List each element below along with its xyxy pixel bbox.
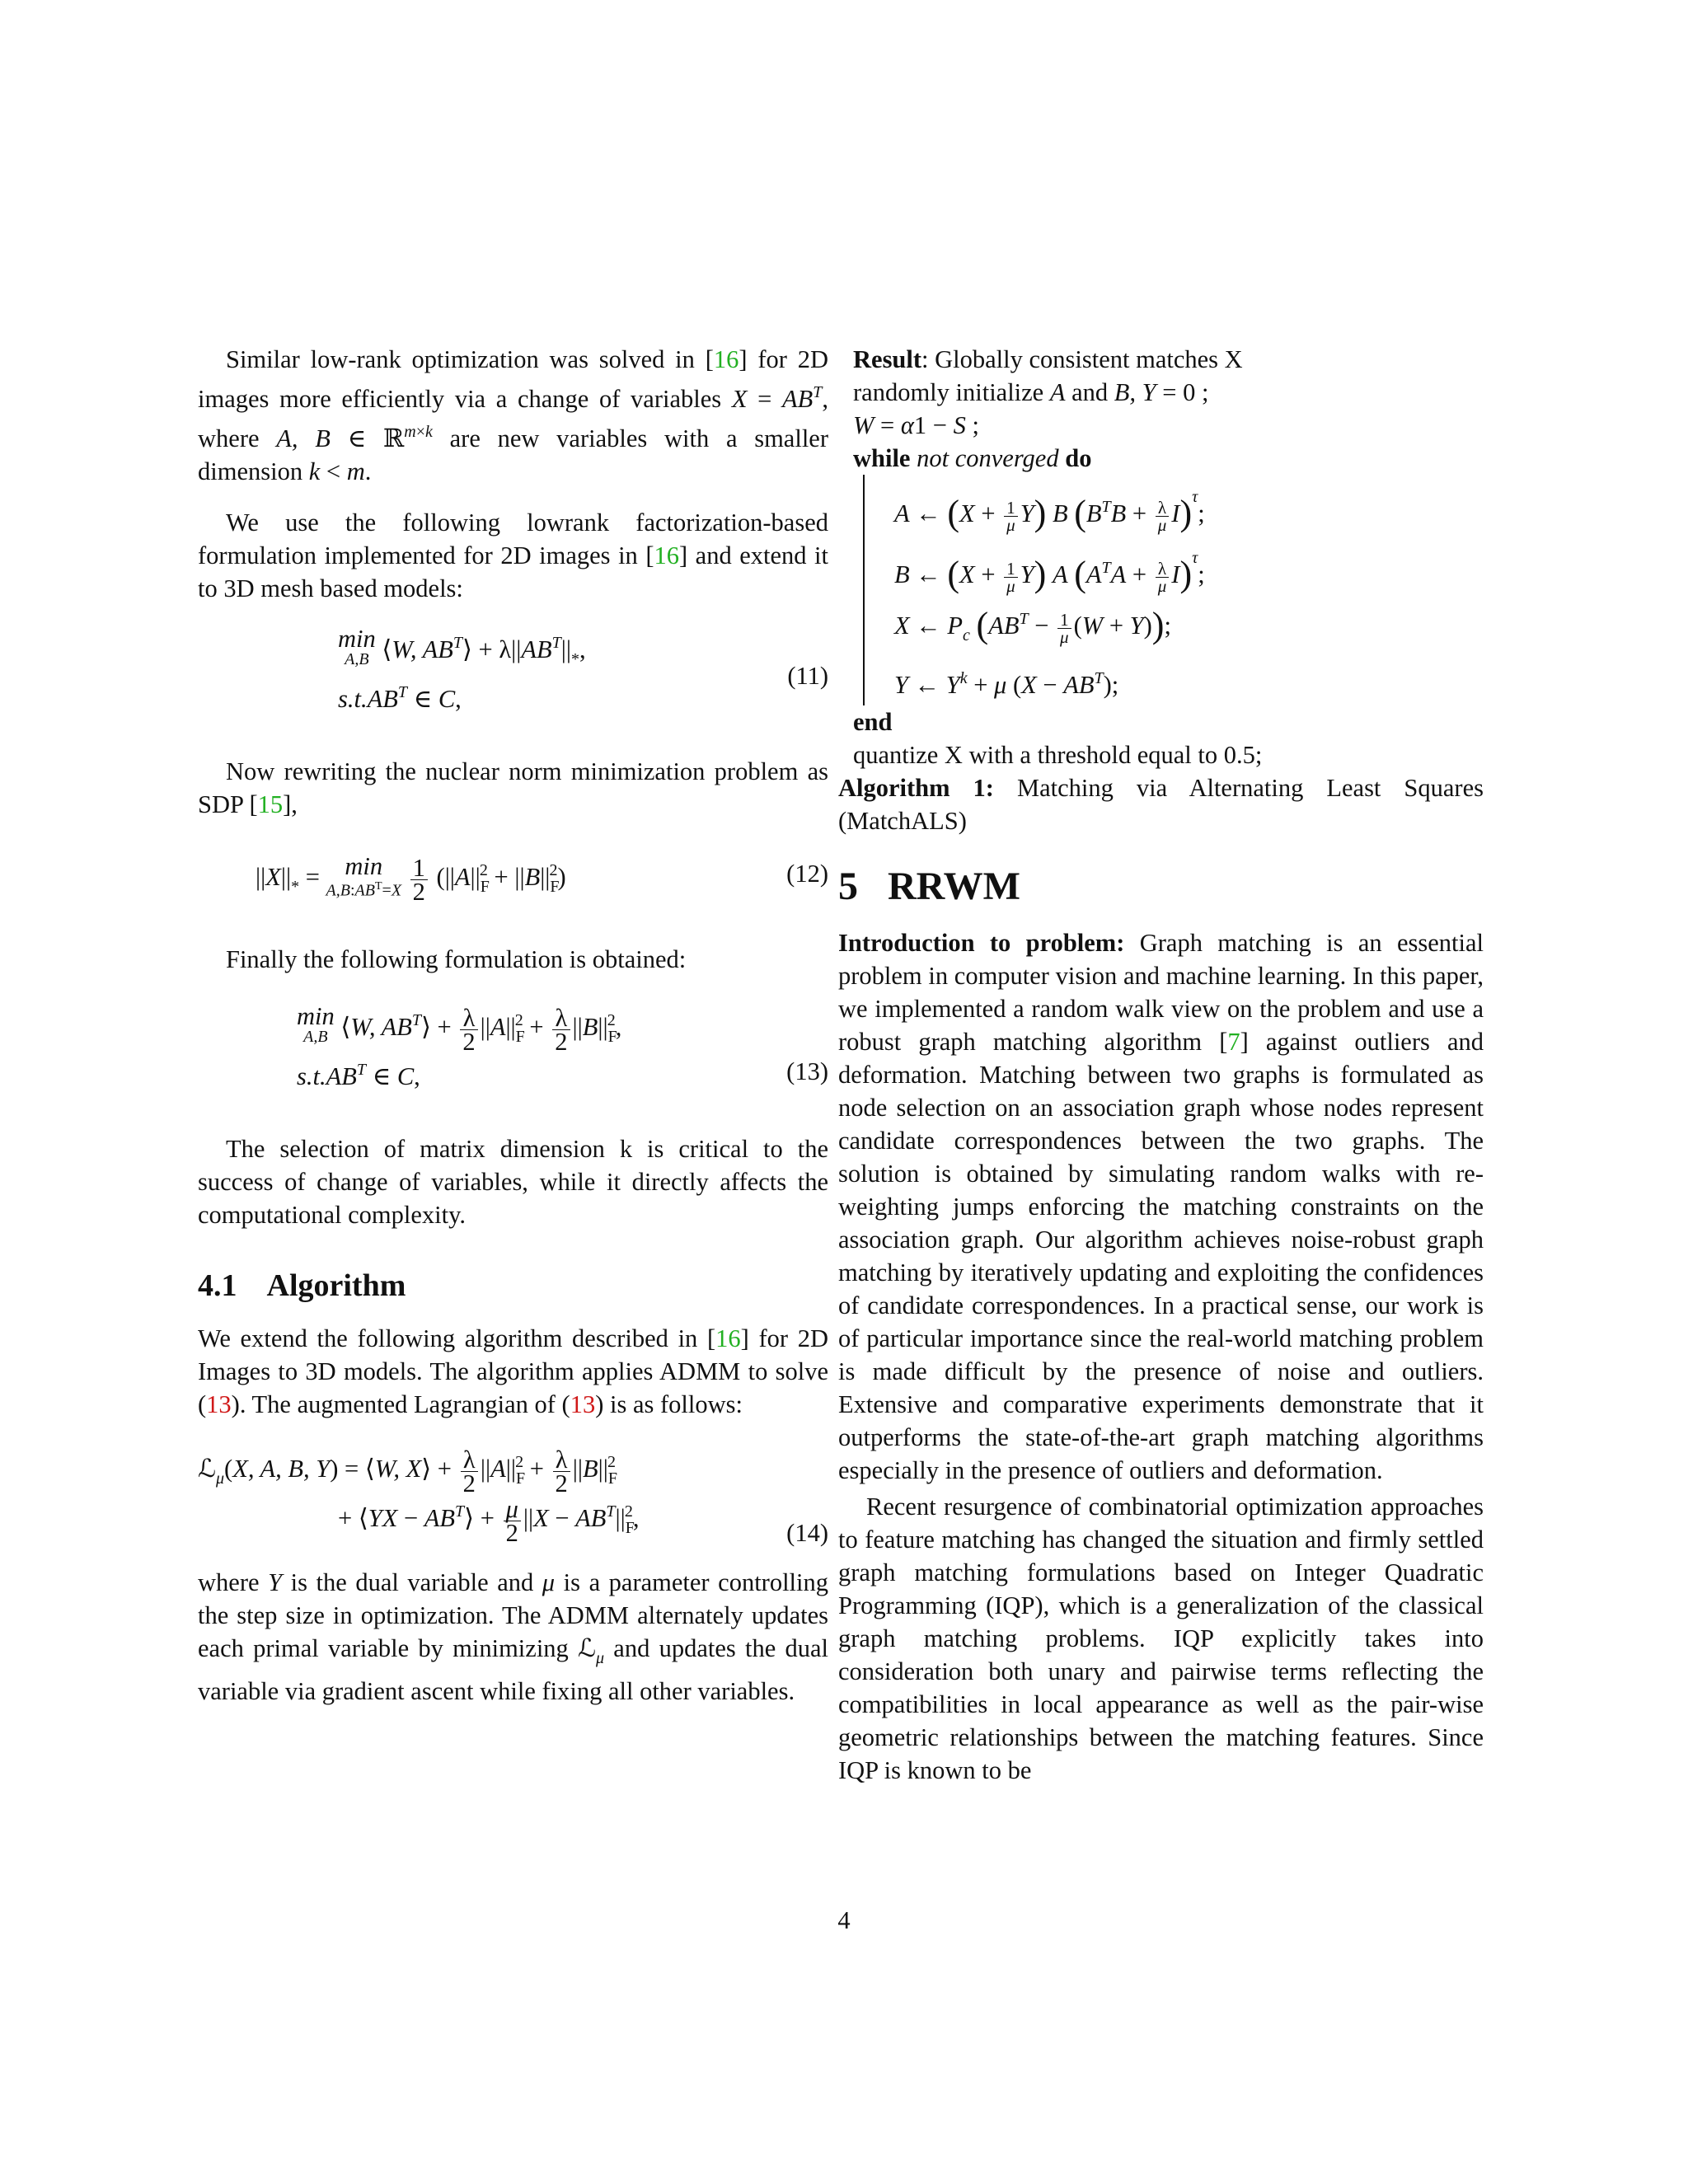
equation-number: (12)	[786, 860, 828, 888]
equation-13: min A,B ⟨W, $AB^T⟩$ + $\frac{\lambda}{2}$ $||A||_F^2$ + $\frac{\lambda}{2}$ $||B||_F^2$, $s.t.AB^T$ ∈ C, (13)	[297, 1002, 828, 1090]
paragraph-factorization: We use the following lowrank factorization-based formulation implemented for 2D images in [16] and extend it to 3D mesh based models:	[198, 509, 828, 602]
paragraph-nuclear-norm: Now rewriting the nuclear norm minimization problem as SDP [15],	[198, 757, 828, 818]
paragraph-rrwm-intro: Introduction to problem: Graph matching is an essential problem in computer vision and machine learning. In this paper, we implemented a random walk view on the problem and use a robust graph matching algorithm [7] against outliers and deformation. Matching between two graphs is formulated as node selection on an association graph whose nodes represent candidate correspondences between the two graphs. The solution is obtained by simulating random walks with re-weighting jumps enforcing the matching constraints on the association graph. Our algorithm achieves noise-robust graph matching by iteratively updating and exploiting the confidences of candidate correspondences. In a practical sense, our work is of particular importance since the real-world matching problem is made difficult by the presence of noise and outliers. Extensive and comparative experiments demonstrate that it outperforms the state-of-the-art graph matching algorithms especially in the presence of outliers and deformation.	[838, 929, 1484, 1484]
paragraph-dual-variable: where Y is the dual variable and μ is a parameter controlling the step size in optimization. The ADMM alternately updates each primal variable by minimizing ℒ$_\mu$ and updates the dual variable via gradient ascent while fixing all other variables.	[198, 1568, 829, 1705]
equation-number: (11)	[787, 662, 828, 690]
citation-15[interactable]: 15	[257, 790, 284, 818]
paragraph-final-formulation: Finally the following formulation is obtained:	[226, 945, 687, 973]
equation-12: $||X||_* = \min$ $A,B:AB^T=X$ $\frac{1}{2}$ $(||A||_F^2 + ||B||_F^2)$ (12)	[256, 852, 828, 906]
algorithm-box	[838, 343, 1484, 837]
equation-ref-13[interactable]: 13	[570, 1390, 596, 1418]
algorithm-w-def: W = α1 − S ;	[853, 411, 979, 439]
citation-7[interactable]: 7	[1227, 1028, 1240, 1056]
citation-16[interactable]: 16	[654, 541, 679, 569]
page-number: 4	[837, 1906, 851, 1934]
right-column	[838, 343, 1484, 1787]
equation-14: ℒ$_\mu$(X, A, B, Y) = ⟨W, X⟩ + $\frac{\lambda}{2}$ $||A||_F^2$ + $\frac{\lambda}{2}$ $||B||_F^2$ + ⟨YX − $AB^T⟩$ + $\frac{\mu}{2}$ $||X - AB^T||_F^2$, (14)	[198, 1446, 828, 1544]
citation-16[interactable]: 16	[715, 1324, 741, 1352]
algorithm-end: end	[853, 708, 893, 736]
algorithm-quantize: quantize X with a threshold equal to 0.5;	[853, 741, 1263, 769]
section-heading-5: 5 RRWM	[838, 865, 1020, 908]
citation-16[interactable]: 16	[713, 345, 739, 373]
equation-11: min A,B ⟨W, $AB^T⟩ + \lambda||AB^T||_*$, $s.t.AB^T$ ∈ C, (11)	[338, 625, 828, 713]
algorithm-init: randomly initialize A and B, Y = 0 ;	[853, 378, 1209, 406]
algorithm-result: Result: Globally consistent matches X	[853, 345, 1243, 373]
section-heading-4-1: 4.1 Algorithm	[198, 1268, 406, 1303]
equation-number: (13)	[786, 1057, 828, 1085]
equation-number: (14)	[786, 1519, 828, 1547]
algorithm-loop-body: A ← (X + $\frac{1}{\mu}$ Y) B ($B^TB$ + $\frac{\lambda}{\mu}$ I)$^\tau$; B ← (X + $\frac{1}{\mu}$ Y) A ($A^TA$ + $\frac{\lambda}{\mu}$ I)$^\tau$; X ← $P_c$ ($AB^T$ − $\frac{1}{\mu}$ (W + Y)); Y ← $Y^k + \mu$ $(X - AB^T)$;	[863, 475, 1484, 705]
paragraph-iqp: Recent resurgence of combinatorial optimization approaches to feature matching has changed the situation and firmly settled graph matching formulations based on Integer Quadratic Programming (IQP), which is a generalization of the classical graph matching problems. IQP explicitly takes into consideration both unary and pairwise terms reflecting the compatibilities in local appearance as well as the pair-wise geometric relationships between the matching features. Since IQP is known to be	[838, 1493, 1484, 1784]
paragraph-lowrank-intro: Similar low-rank optimization was solved in [16] for 2D images more efficiently via a change of variables $X = AB^T$, where A, B ∈ ℝ$^{m\times k}$ are new variables with a smaller dimension k < m.	[198, 345, 829, 485]
paragraph-admm: We extend the following algorithm described in [16] for 2D Images to 3D models. The algorithm applies ADMM to solve (13). The augmented Lagrangian of (13) is as follows:	[198, 1324, 828, 1418]
equation-ref-13[interactable]: 13	[206, 1390, 232, 1418]
algorithm-while: while not converged do	[853, 444, 1092, 472]
left-column	[198, 343, 828, 1708]
algorithm-caption: Algorithm 1: Matching via Alternating Least Squares (MatchALS)	[838, 774, 1484, 835]
paragraph-matrix-dimension: The selection of matrix dimension k is critical to the success of change of variables, while it directly affects the computational complexity.	[198, 1135, 828, 1229]
